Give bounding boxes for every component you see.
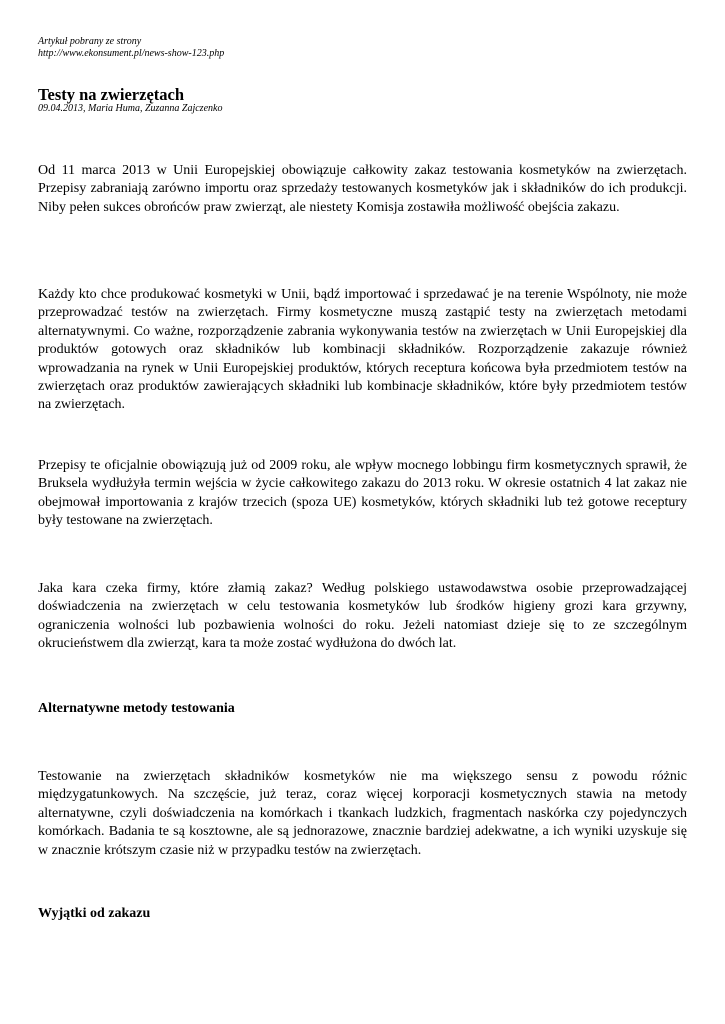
source-label: Artykuł pobrany ze strony <box>38 36 142 47</box>
source-url[interactable]: http://www.ekonsument.pl/news-show-123.php <box>38 48 225 59</box>
article-byline: 09.04.2013, Maria Huma, Zuzanna Zajczenko <box>38 103 223 114</box>
paragraph-alternatives: Testowanie na zwierzętach składników kosmetyków nie ma większego sensu z powodu różnic międzygatunkowych. Na szczęście, już teraz, coraz więcej korporacji kosmetycznych stawia na metody alternatywne, czyli doświadczenia na komórkach i tkankach ludzkich, fragmentach naskórka czy pojedynczych komórkach. Badania te są kosztowne, ale są jednorazowe, znacznie bardziej adekwatne, a ich wyniki uzyskuje się w znacznie krótszym czasie niż w przypadku testów na zwierzętach. <box>38 769 687 858</box>
paragraph-regulation: Każdy kto chce produkować kosmetyki w Unii, bądź importować i sprzedawać je na terenie Wspólnoty, nie może przeprowadzać testów na zwierzętach. Firmy kosmetyczne muszą zastąpić testy na zwierzętach metodami alternatywnymi. Co ważne, rozporządzenie zabrania wykonywania testów na zwierzętach w Unii Europejskiej dla produktów gotowych oraz składników lub kombinacji składników. Rozporządzenie zakazuje również wprowadzania na rynek w Unii Europejskiej produktów, których receptura końcowa była przedmiotem testów na zwierzętach oraz produktów zawierających składniki lub kombinacje składników, które były przedmiotem testów na zwierzętach. <box>38 287 687 413</box>
section-heading-alternatives: Alternatywne metody testowania <box>38 701 235 716</box>
paragraph-intro: Od 11 marca 2013 w Unii Europejskiej obowiązuje całkowity zakaz testowania kosmetyków na zwierzętach. Przepisy zabraniają zarówno importu oraz sprzedaży testowanych kosmetyków jak i składników do ich produkcji. Niby pełen sukces obrońców praw zwierząt, ale niestety Komisja zostawiła możliwość obejścia zakazu. <box>38 163 687 215</box>
section-heading-exceptions: Wyjątki od zakazu <box>38 906 151 921</box>
paragraph-penalties: Jaka kara czeka firmy, które złamią zakaz? Według polskiego ustawodawstwa osobie przeprowadzającej doświadczenia na zwierzętach w celu testowania kosmetyków lub środków higieny grozi kara grzywny, ograniczenia wolności lub pozbawienia wolności do roku. Jeżeli natomiast dzieje się to ze szczególnym okrucieństwem dla zwierząt, kara ta może zostać wydłużona do dwóch lat. <box>38 581 687 652</box>
paragraph-history: Przepisy te oficjalnie obowiązują już od 2009 roku, ale wpływ mocnego lobbingu firm kosmetycznych sprawił, że Bruksela wydłużyła termin wejścia w życie całkowitego zakazu do 2013 roku. W okresie ostatnich 4 lat zakaz nie obejmował importowania z krajów trzecich (spoza UE) kosmetyków, których składniki lub też gotowe receptury były testowane na zwierzętach. <box>38 458 687 529</box>
article-title: Testy na zwierzętach <box>38 85 185 104</box>
